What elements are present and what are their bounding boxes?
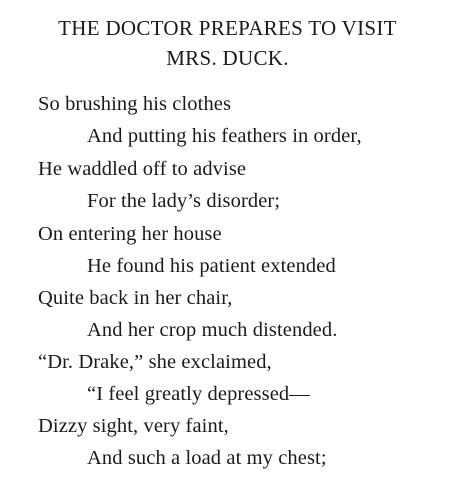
poem-line: On entering her house	[38, 223, 222, 245]
poem-line: He found his patient extended	[87, 255, 336, 277]
poem-line: For the lady’s disorder;	[87, 190, 281, 212]
poem-line: And putting his feathers in order,	[87, 125, 362, 147]
chapter-title-line-1: THE DOCTOR PREPARES TO VISIT	[58, 16, 397, 40]
poem-line: And such a load at my chest;	[87, 447, 327, 469]
poem-line: So brushing his clothes	[38, 93, 232, 115]
poem-line: He waddled off to advise	[38, 158, 247, 180]
chapter-title-line-2: MRS. DUCK.	[166, 46, 289, 70]
poem-line: “I feel greatly depressed—	[87, 383, 310, 405]
poem-line: Dizzy sight, very faint,	[38, 415, 229, 437]
poem-line: Quite back in her chair,	[38, 287, 233, 309]
poem-line: And her crop much distended.	[87, 319, 338, 341]
poem-line: “Dr. Drake,” she exclaimed,	[38, 351, 272, 373]
